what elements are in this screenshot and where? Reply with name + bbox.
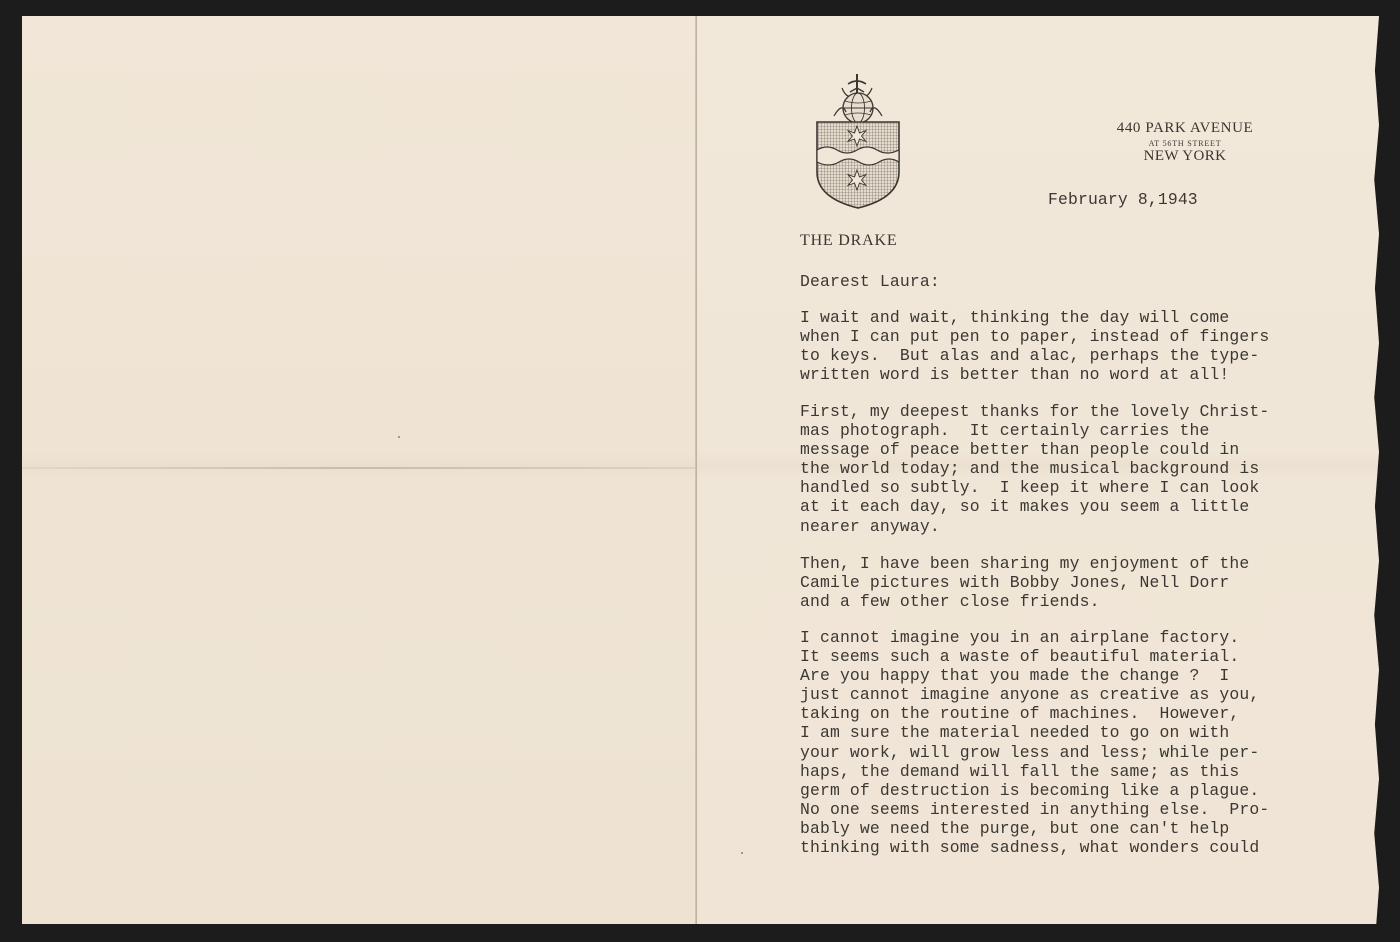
hotel-crest-icon — [812, 72, 908, 214]
paper-speck — [741, 852, 743, 854]
city: NEW YORK — [1143, 148, 1227, 164]
salutation: Dearest Laura: — [800, 272, 940, 291]
street-address: 440 PARK AVENUE — [1116, 120, 1254, 136]
cross-street: AT 56TH STREET — [1148, 139, 1222, 148]
paper-fold-crease — [22, 467, 696, 469]
hotel-name: THE DRAKE — [800, 232, 898, 249]
letter-paragraph-3: Then, I have been sharing my enjoyment of the Camile pictures with Bobby Jones, Nell Dorr and a few other close friends. — [800, 554, 1250, 612]
letter-paragraph-1: I wait and wait, thinking the day will come when I can put pen to paper, instead of fingers to keys. But alas and alac, perhaps the type- written word is better than no word at all! — [800, 308, 1270, 385]
paper-speck — [398, 436, 400, 438]
blank-left-page — [22, 16, 696, 924]
letter-date: February 8,1943 — [1048, 190, 1198, 209]
letter-paragraph-4: I cannot imagine you in an airplane factory. It seems such a waste of beautiful material. Are you happy that you made the change ? I just cannot imagine anyone as creative as you, taking on the routine of machines. However, I am sure the material needed to go on with your work, will grow less and less; while per- haps, the demand will fall the same; as this germ of destruction is becoming like a plague. No one seems interested in anything else. Pro- bably we need the purge, but one can't help thinking with some sadness, what wonders could — [800, 628, 1270, 858]
letter-paragraph-2: First, my deepest thanks for the lovely Christ- mas photograph. It certainly carries the message of peace better than people could in the world today; and the musical background is handled so subtly. I keep it where I can look at it each day, so it makes you seem a little nearer anyway. — [800, 402, 1270, 536]
hotel-address — [1080, 120, 1290, 165]
